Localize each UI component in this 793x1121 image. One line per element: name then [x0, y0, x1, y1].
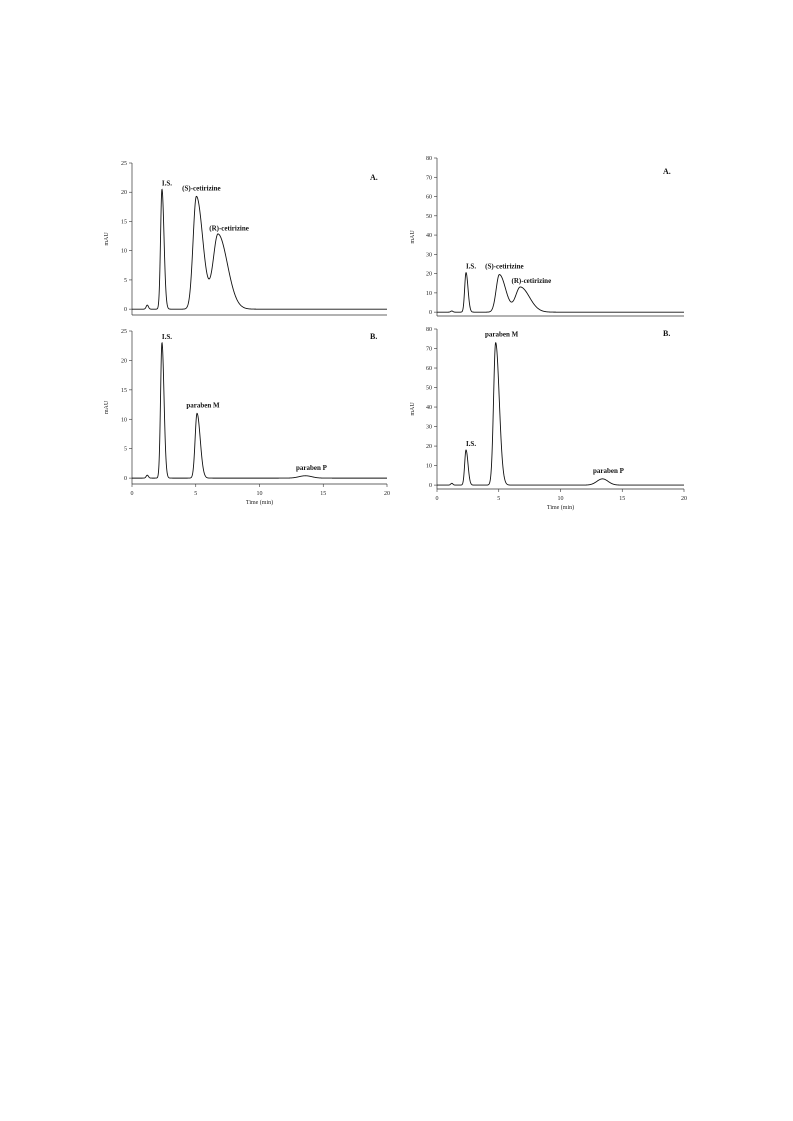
y-tick-label: 0 [124, 307, 127, 314]
peak-label: (R)-cetirizine [209, 224, 249, 233]
y-tick-label: 10 [426, 463, 432, 470]
chromatogram-trace [132, 189, 387, 309]
y-tick-label: 5 [124, 446, 127, 453]
peak-label: I.S. [161, 179, 173, 188]
x-tick-label: 5 [194, 491, 198, 497]
y-tick-label: 30 [426, 424, 432, 431]
y-tick-label: 30 [426, 252, 432, 259]
y-tick-label: 20 [426, 444, 432, 451]
y-axis-label: mAU [410, 402, 416, 416]
x-tick-label: 10 [557, 496, 564, 502]
panel-letter: A. [370, 173, 378, 182]
peak-label: (S)-cetirizine [485, 262, 524, 271]
y-axis-label: mAU [104, 232, 110, 246]
x-axis-label: Time (min) [546, 505, 575, 511]
chromatogram-trace [437, 343, 684, 485]
peak-label: (R)-cetirizine [511, 277, 552, 286]
y-tick-label: 50 [426, 213, 432, 220]
peak-label: paraben P [295, 463, 327, 472]
panel-letter: B. [663, 329, 671, 338]
y-tick-label: 50 [426, 385, 432, 392]
panel-left-bottom [104, 329, 390, 506]
peak-label: paraben M [186, 401, 220, 410]
y-tick-label: 70 [426, 346, 432, 353]
y-tick-label: 20 [121, 190, 127, 197]
y-tick-label: 40 [426, 405, 432, 412]
panel-letter: B. [370, 332, 378, 341]
y-tick-label: 40 [426, 233, 432, 240]
y-tick-label: 10 [426, 290, 432, 297]
y-tick-label: 10 [121, 417, 127, 424]
y-tick-label: 5 [124, 277, 127, 284]
x-tick-label: 0 [130, 491, 134, 497]
peak-label: I.S. [465, 439, 477, 448]
y-tick-label: 10 [121, 248, 127, 255]
x-tick-label: 20 [681, 496, 687, 502]
x-tick-label: 10 [256, 491, 263, 497]
y-tick-label: 60 [426, 366, 432, 373]
peak-label: I.S. [161, 332, 173, 341]
y-tick-label: 60 [426, 194, 432, 201]
x-axis-label: Time (min) [245, 500, 274, 506]
chromatogram-trace [132, 343, 387, 478]
y-tick-label: 0 [124, 476, 127, 483]
panel-letter: A. [663, 167, 671, 176]
panel-left-top [104, 161, 387, 315]
x-tick-label: 20 [384, 491, 390, 497]
panel-right-top [410, 156, 684, 316]
peak-label: paraben M [485, 330, 519, 339]
y-tick-label: 0 [429, 310, 432, 317]
y-tick-label: 15 [121, 387, 127, 394]
y-tick-label: 80 [426, 327, 432, 333]
x-tick-label: 15 [619, 496, 626, 502]
y-axis-label: mAU [104, 400, 110, 415]
y-axis-label: mAU [410, 230, 416, 244]
y-tick-label: 25 [121, 161, 127, 167]
y-tick-label: 25 [121, 329, 127, 335]
peak-label: paraben P [593, 466, 624, 475]
y-tick-label: 20 [121, 358, 127, 365]
y-tick-label: 15 [121, 219, 127, 226]
y-tick-label: 20 [426, 271, 432, 278]
x-tick-label: 15 [320, 491, 327, 497]
peak-label: (S)-cetirizine [182, 184, 221, 193]
y-tick-label: 0 [429, 483, 432, 490]
x-tick-label: 5 [497, 496, 501, 502]
x-tick-label: 0 [435, 496, 439, 502]
y-tick-label: 70 [426, 175, 432, 182]
y-tick-label: 80 [426, 156, 432, 162]
panel-right-bottom [410, 327, 687, 511]
peak-label: I.S. [465, 262, 477, 271]
chromatogram-trace [437, 273, 684, 312]
